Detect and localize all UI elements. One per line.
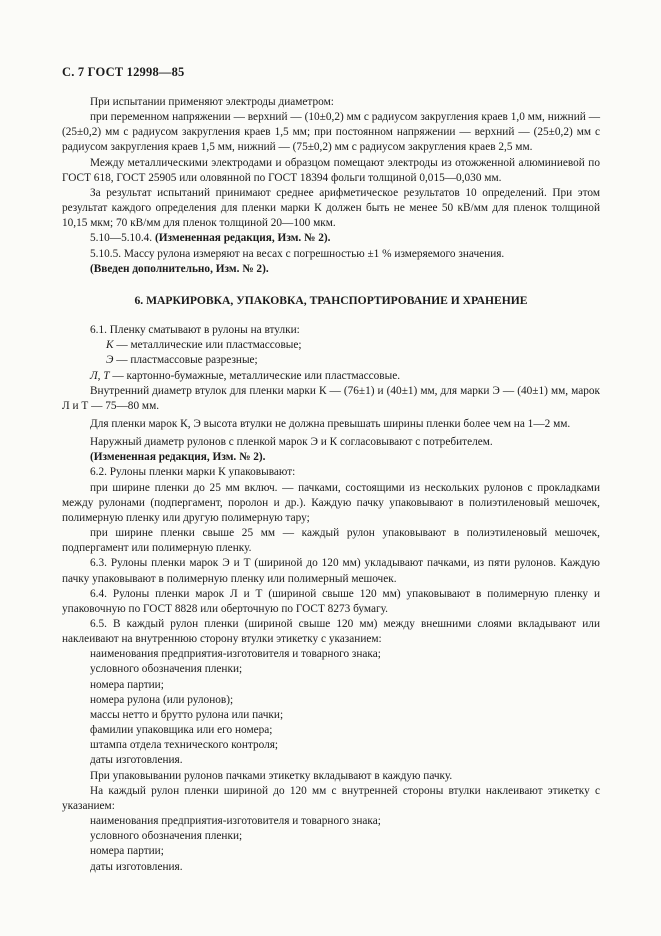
list-item: даты изготовления. <box>90 860 183 873</box>
clause-6-3: 6.3. Рулоны пленки марок Э и Т (шириной до 120 мм) укладывают пачками, из пяти рулонов. Каждую пачку упаковывают в полимерную пленку или полимерный мешочек. <box>62 557 600 585</box>
list-item: условного обозначения пленки; <box>90 663 243 676</box>
clause-6-1: 6.1. Пленку сматывают в рулоны на втулки: <box>90 324 300 337</box>
clause-range: 5.10—5.10.4. <box>90 232 155 245</box>
page-header: С. 7 ГОСТ 12998—85 <box>62 65 185 79</box>
paragraph: При испытании применяют электроды диаметром: <box>90 96 334 108</box>
paragraph: при ширине пленки свыше 25 мм — каждый рулон упаковывают в полиэтиленовый мешочек, подпергамент или полимерную пленку. <box>62 527 600 555</box>
paragraph: При упаковывании рулонов пачками этикетку вкладывают в каждую пачку. <box>90 769 453 782</box>
list-item: номера партии; <box>90 845 164 858</box>
sleeve-type-k: К — металлические или пластмассовые; <box>106 339 302 352</box>
label-list-large <box>62 647 600 768</box>
list-item: массы нетто и брутто рулона или пачки; <box>90 708 284 721</box>
paragraph: Для пленки марок К, Э высота втулки не должна превышать ширины пленки более чем на 1—2 мм. <box>90 417 571 430</box>
list-item: номера партии; <box>90 678 164 691</box>
paragraph: За результат испытаний принимают среднее арифметическое результатов 10 определений. При этом результат каждого определения для пленки марки К должен быть не менее 50 кВ/мм для пленок толщиной 10,15 мкм; 70 кВ/мм для пленок толщиной 20—100 мкм. <box>62 186 600 230</box>
clause-6-4: 6.4. Рулоны пленки марок Л и Т (шириной свыше 120 мм) упаковывают в полимерную пленку и упаковочную по ГОСТ 8828 или оберточную по ГОСТ 8273 бумагу. <box>62 587 600 615</box>
paragraph: Между металлическими электродами и образцом помещают электроды из отожженной алюминиевой по ГОСТ 618, ГОСТ 25905 или оловянной по ГОСТ 18394 фольги толщиной 0,015—0,030 мм. <box>62 156 600 184</box>
paragraph: Наружный диаметр рулонов с пленкой марок Э и К согласовывают с потребителем. <box>90 436 493 449</box>
list-item: штампа отдела технического контроля; <box>90 739 279 752</box>
document-body <box>62 95 600 875</box>
edition-note <box>62 231 600 246</box>
clause-6-5: 6.5. В каждый рулон пленки (шириной свыше 120 мм) между внешними слоями вкладывают или наклеивают на внутреннюю сторону втулки этикетку с указанием: <box>62 618 600 646</box>
section-title: 6. МАРКИРОВКА, УПАКОВКА, ТРАНСПОРТИРОВАНИЕ И ХРАНЕНИЕ <box>134 293 528 307</box>
paragraph: при ширине пленки до 25 мм включ. — пачками, состоящими из нескольких рулонов с прокладками между рулонами (подпергамент, поролон и др.). Каждую пачку упаковывают в полиэтиленовый мешочек, полимерную пленку или другую полимерную тару; <box>62 481 600 524</box>
label-list-small <box>62 814 600 875</box>
sleeve-type-e: Э — пластмассовые разрезные; <box>106 354 258 367</box>
list-item: номера рулона (или рулонов); <box>90 693 234 706</box>
addition-note: (Введен дополнительно, Изм. № 2). <box>90 262 269 275</box>
list-item: наименования предприятия-изготовителя и товарного знака; <box>90 648 381 661</box>
paragraph: 5.10.5. Массу рулона измеряют на весах с погрешностью ±1 % измеряемого значения. <box>90 247 505 260</box>
list-item: фамилии упаковщика или его номера; <box>90 724 273 737</box>
paragraph: при переменном напряжении — верхний — (10±0,2) мм с радиусом закругления краев 1,0 мм, нижний — (25±0,2) мм с радиусом закругления краев 1,5 мм; при постоянном напряжении — верхний — (25±0,2) мм с радиусом закругления краев 1,5 мм, нижний — (75±0,2) мм с радиусом закругления краев 2,5 мм. <box>62 111 600 154</box>
edition-label: (Измененная редакция, Изм. № 2). <box>154 232 331 245</box>
paragraph: На каждый рулон пленки шириной до 120 мм с внутренней стороны втулки наклеивают этикетку с указанием: <box>62 784 600 812</box>
paragraph: Внутренний диаметр втулок для пленки марки К — (76±1) и (40±1) мм, для марки Э — (40±1) мм, марок Л и Т — 75—80 мм. <box>62 384 600 412</box>
list-item: условного обозначения пленки; <box>90 830 243 843</box>
list-item: даты изготовления. <box>90 754 183 767</box>
edition-label: (Измененная редакция, Изм. № 2). <box>90 451 266 464</box>
sleeve-type-lt: Л, Т — картонно-бумажные, металлические или пластмассовые. <box>90 369 401 382</box>
clause-6-2: 6.2. Рулоны пленки марки К упаковывают: <box>90 466 296 479</box>
list-item: наименования предприятия-изготовителя и товарного знака; <box>90 815 381 828</box>
